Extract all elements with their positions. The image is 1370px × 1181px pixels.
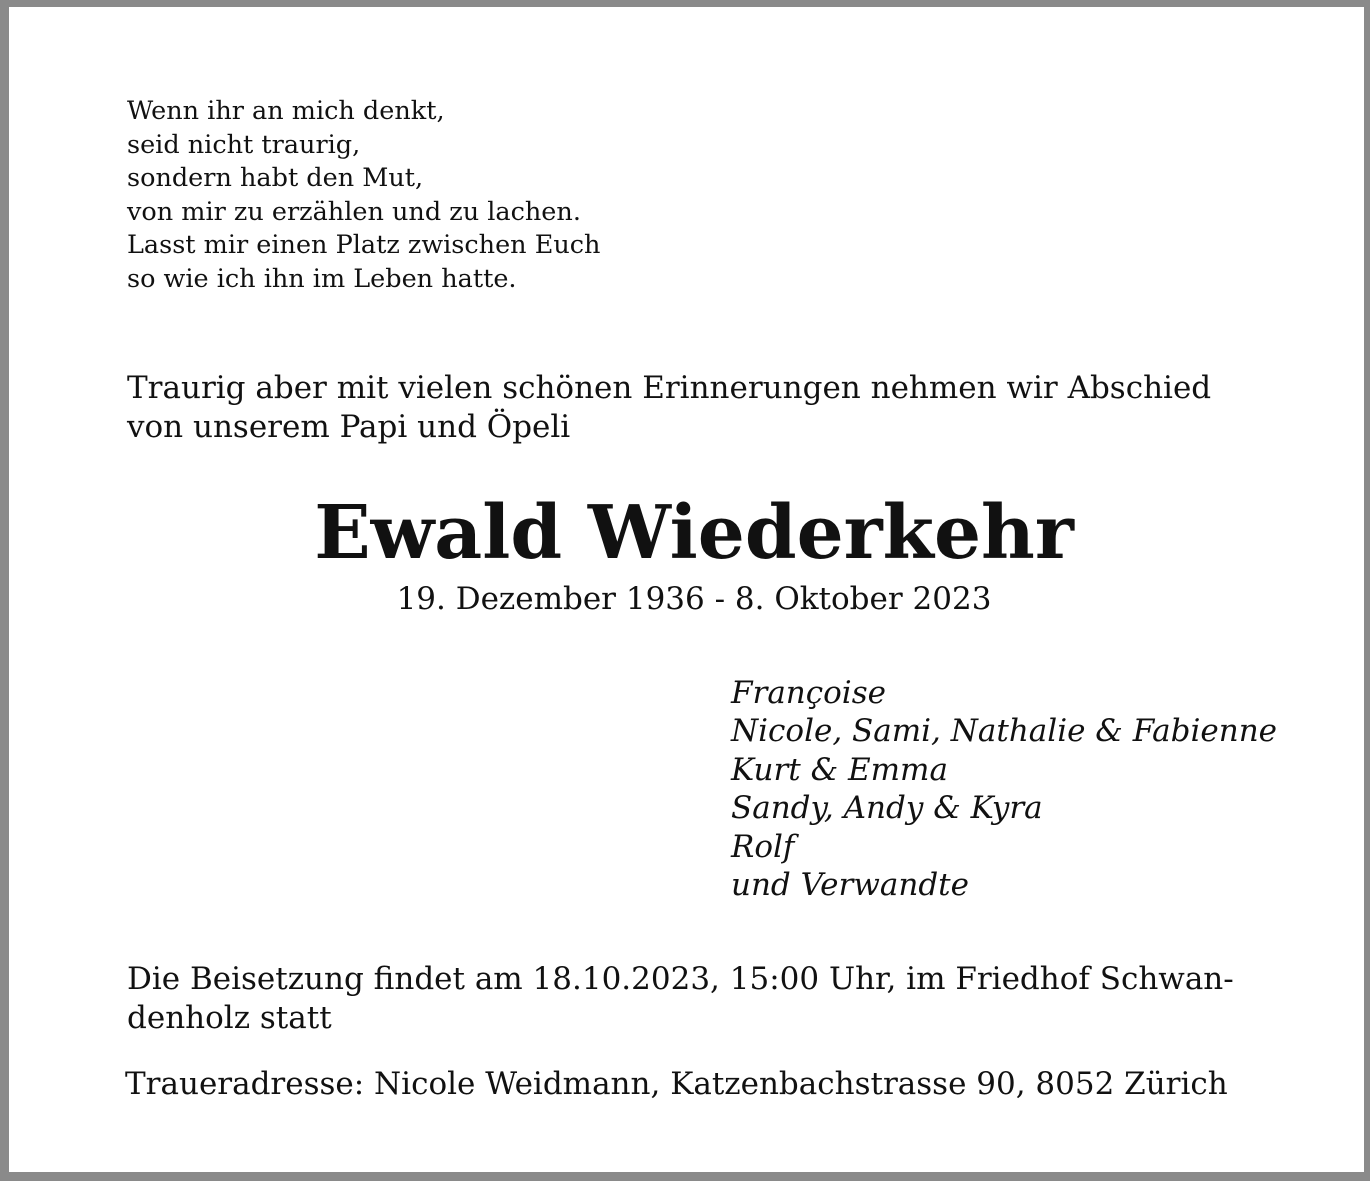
poem-line: Wenn ihr an mich denkt, [127, 96, 445, 126]
life-dates: 19. Dezember 1936 - 8. Oktober 2023 [396, 581, 992, 617]
mourners-list [731, 674, 1277, 904]
mourning-address: Traueradresse: Nicole Weidmann, Katzenbachstrasse 90, 8052 Zürich [125, 1066, 1228, 1102]
mourner-line: Nicole, Sami, Nathalie & Fabienne [731, 713, 1278, 750]
poem-line: so wie ich ihn im Leben hatte. [127, 263, 517, 294]
burial-info [127, 960, 1234, 1038]
poem-line: von mir zu erzählen und zu lachen. [127, 196, 581, 227]
mourner-line: Sandy, Andy & Kyra [731, 790, 1043, 827]
mourner-line: und Verwandte [731, 867, 969, 904]
intro-line: von unserem Papi und Öpeli [127, 409, 571, 445]
deceased-name: Ewald Wiederkehr [314, 490, 1074, 576]
burial-line: denholz statt [127, 1000, 332, 1036]
poem-line: sondern habt den Mut, [127, 163, 424, 194]
poem [127, 95, 600, 297]
mourner-line: Rolf [731, 828, 795, 865]
mourner-line: Kurt & Emma [731, 751, 948, 788]
intro-line: Traurig aber mit vielen schönen Erinnerungen nehmen wir Abschied [127, 370, 1212, 406]
farewell-intro [127, 369, 1211, 447]
burial-line: Die Beisetzung findet am 18.10.2023, 15:00 Uhr, im Friedhof Schwan- [127, 961, 1234, 997]
poem-line: Lasst mir einen Platz zwischen Euch [127, 230, 601, 261]
mourner-line: Françoise [731, 675, 886, 711]
poem-line: seid nicht traurig, [127, 129, 361, 160]
